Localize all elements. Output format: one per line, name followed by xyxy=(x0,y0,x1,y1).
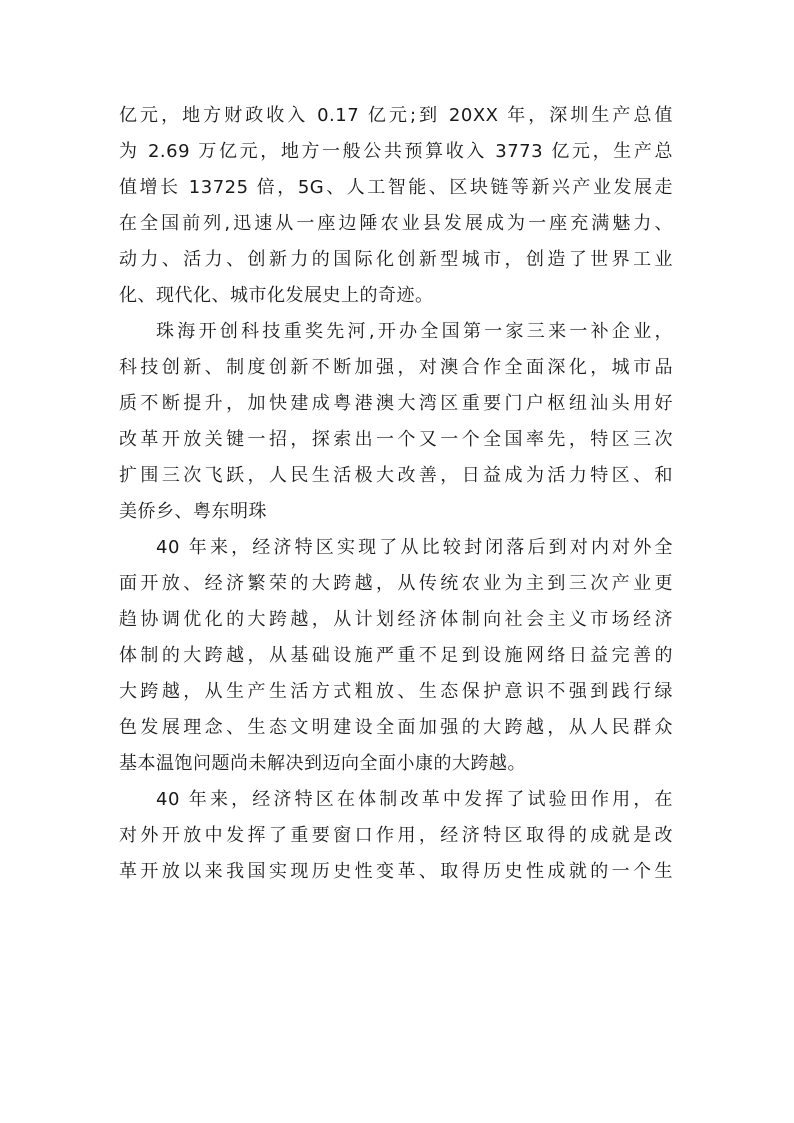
text-line: 扩围三次飞跃，人民生活极大改善，日益成为活力特区、和 xyxy=(119,465,673,486)
text-line: 趋协调优化的大跨越，从计划经济体制向社会主义市场经济 xyxy=(119,609,673,630)
text-line: 美侨乡、粤东明珠 xyxy=(119,501,267,522)
text-line: 40 年来，经济特区实现了从比较封闭落后到对内对外全 xyxy=(156,537,673,558)
text-line: 改革开放关键一招，探索出一个又一个全国率先，特区三次 xyxy=(119,429,673,450)
text-line: 色发展理念、生态文明建设全面加强的大跨越，从人民群众 xyxy=(119,717,673,738)
text-line: 对外开放中发挥了重要窗口作用，经济特区取得的成就是改 xyxy=(119,825,673,846)
document-body xyxy=(119,98,673,890)
text-line: 革开放以来我国实现历史性变革、取得历史性成就的一个生 xyxy=(119,861,673,882)
text-line: 为 2.69 万亿元，地方一般公共预算收入 3773 亿元，生产总 xyxy=(119,141,673,162)
text-line: 质不断提升，加快建成粤港澳大湾区重要门户枢纽汕头用好 xyxy=(119,393,673,414)
text-line: 亿元，地方财政收入 0.17 亿元;到 20XX 年，深圳生产总值 xyxy=(119,105,673,126)
text-line: 大跨越，从生产生活方式粗放、生态保护意识不强到践行绿 xyxy=(119,681,673,702)
text-line: 体制的大跨越，从基础设施严重不足到设施网络日益完善的 xyxy=(119,645,673,666)
text-line: 化、现代化、城市化发展史上的奇迹。 xyxy=(119,285,434,306)
text-line: 面开放、经济繁荣的大跨越，从传统农业为主到三次产业更 xyxy=(119,573,673,594)
text-line: 动力、活力、创新力的国际化创新型城市，创造了世界工业 xyxy=(119,249,673,270)
text-line: 基本温饱问题尚未解决到迈向全面小康的大跨越。 xyxy=(119,753,526,774)
text-line: 科技创新、制度创新不断加强，对澳合作全面深化，城市品 xyxy=(119,357,673,378)
text-line: 40 年来，经济特区在体制改革中发挥了试验田作用，在 xyxy=(156,789,673,810)
text-line: 在全国前列,迅速从一座边陲农业县发展成为一座充满魅力、 xyxy=(119,213,673,234)
text-line: 值增长 13725 倍，5G、人工智能、区块链等新兴产业发展走 xyxy=(119,177,673,198)
text-line: 珠海开创科技重奖先河,开办全国第一家三来一补企业， xyxy=(156,321,673,342)
